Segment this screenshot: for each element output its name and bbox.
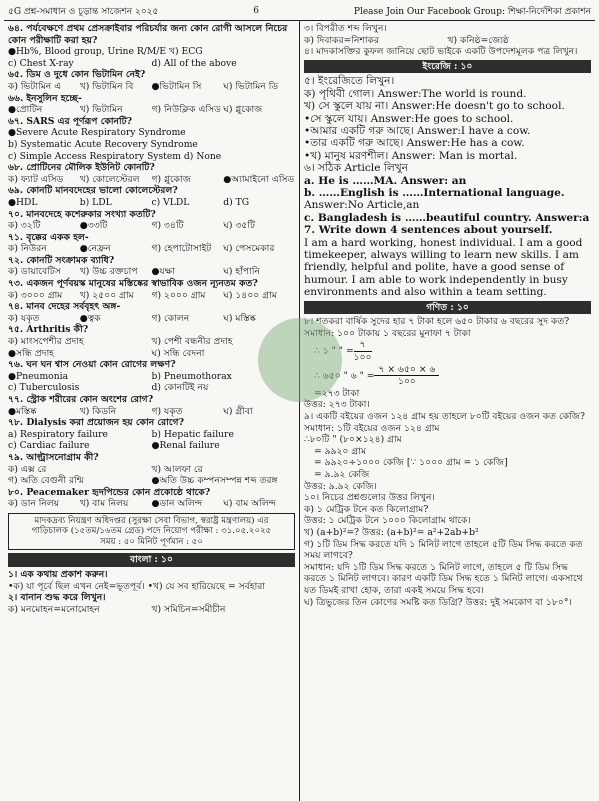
fraction-left: ∴ ৬৫০ " ৬ " = xyxy=(314,370,375,382)
question-text: ৮০. Peacemaker হৃদপিন্ডের কোন প্রকোষ্ঠে থাকে? xyxy=(8,486,211,498)
fraction-numerator: ৭ × ৬৫০ × ৬ xyxy=(374,364,439,377)
option-row xyxy=(8,348,295,360)
fraction-denominator: ১০০ xyxy=(353,352,372,364)
text-line: I am a hard working, honest individual. I am a good timekeeper, always willing to learn new skills. I am friendly, helpful and polite, have a good sense of humour. I am able to work independently in busy environments and also within a team setting. xyxy=(304,236,583,299)
option-b: d) All of the above xyxy=(151,57,237,69)
option-b: খ) ভিটামিন xyxy=(79,104,123,116)
option-a: ক) ফ্যাট এসিড xyxy=(8,173,64,185)
option-a: ●মস্তিষ্ক xyxy=(8,405,37,417)
text-line: খ) সে স্কুলে যায় না। Answer:He doesn't go to school. xyxy=(304,100,565,113)
right-column xyxy=(300,21,595,801)
text-line: ৩। বিপরীত শব্দ লিখুন। xyxy=(304,23,387,34)
header-left: ৫G প্রশ্ন-সমাধান ও চূড়ান্ত সাজেশন ২০২৫ xyxy=(8,6,159,17)
exam-info-line: গাড়িচালক (১৫তম/১৬তম গ্রেড) পদে নিয়োগ পরীক্ষা : ৩১.০৫.২০২৫ xyxy=(31,526,272,537)
option-a: ক) ভিটামিন এ xyxy=(8,80,62,92)
option-b: খ) ২৫০০ গ্রাম xyxy=(79,289,134,301)
text-line: ১০। নিচের প্রশ্নগুলোর উত্তর লিখুন। xyxy=(304,492,435,504)
option-b: ঘ) সন্ধি বেদনা xyxy=(151,347,205,359)
option-row xyxy=(8,313,295,325)
bold-line: a. He is ……MA. Answer: an xyxy=(304,174,467,187)
page-header xyxy=(4,4,595,21)
fraction-numerator: ৭ xyxy=(354,339,372,352)
option-b: ●নেফ্রন xyxy=(79,243,111,255)
text-line: ৮। শতকরা বার্ষিক সুদের হার ৭ টাকা হলে ৬৫০ টাকার ৬ বছরের সুদ কত? xyxy=(304,316,570,328)
fraction xyxy=(374,364,439,388)
option-row xyxy=(8,464,295,476)
option-d: ঘ) ভিটামিন ডি xyxy=(223,80,279,92)
option-d: ঘ) হাঁপানি xyxy=(223,266,260,278)
text-line: ৪। মাদকাসক্তির কুফল জানিয়ে ছোট ভাইকে একটি উপদেশমূলক পত্র লিখুন। xyxy=(304,46,578,58)
option-a: ●Pneumonia xyxy=(8,370,69,382)
option-b: ●অতি উচ্চ কম্পনসম্পন্ন শব্দ তরঙ্গ xyxy=(151,475,278,487)
option-b: d) কোনটিই নয় xyxy=(151,382,209,394)
text-line: Answer:No Article,an xyxy=(304,199,420,212)
text-line: b) Systematic Acute Recovery Syndrome xyxy=(8,138,198,150)
left-column xyxy=(4,21,300,801)
question-text: ৬৭. SARS এর পূর্ণরূপ কোনটি? xyxy=(8,115,133,127)
question-text: ৬৯. কোনটি মানবদেহের ভালো কোলেস্টেরল? xyxy=(8,185,178,197)
option-c: ●ভিটামিন সি xyxy=(151,80,202,92)
text-line: ∴৮০টি " (৮০×১২৪) গ্রাম xyxy=(304,434,402,446)
text-line: ক) ১ মেট্রিক টনে কত কিলোগ্রাম? xyxy=(304,503,429,515)
option-c: গ) যকৃত xyxy=(151,405,183,417)
text-line: c) Simple Access Respiratory System d) None xyxy=(8,150,222,162)
fraction-denominator: ১০০ xyxy=(397,376,416,388)
text-line: সমাধান: ১০০ টাকায় ১ বছরের মুনাফা ৭ টাকা xyxy=(304,327,471,339)
option-a: c) Chest X-ray xyxy=(8,57,74,69)
option-c: c) VLDL xyxy=(151,196,190,208)
option-d: ঘ) মস্তিষ্ক xyxy=(223,312,256,324)
text-line: ক) পৃথিবী গোল। Answer:The world is round. xyxy=(304,87,527,100)
math-line: =২৭৩ টাকা xyxy=(314,387,360,399)
option-c: গ) হেপাটোসাইট xyxy=(151,243,212,255)
option-d: ঘ) বাম অলিন্দ xyxy=(223,498,277,510)
option-row xyxy=(8,475,295,487)
option-a: ক) দিবাকর=নিশাকর xyxy=(304,34,380,46)
option-row xyxy=(8,220,295,232)
option-row xyxy=(8,406,295,418)
fraction-line xyxy=(304,364,591,388)
text-line: •খ) মানুষ মরণশীল। Answer: Man is mortal. xyxy=(304,149,518,162)
text-line: ●Severe Acute Respiratory Syndrome xyxy=(8,127,186,139)
exam-info-box xyxy=(8,513,295,551)
text-line: •আমার একটি গরু আছে। Answer:I have a cow. xyxy=(304,125,531,137)
option-c: গ) কোলন xyxy=(151,312,190,324)
option-d: ●অ্যামাইনো এসিড xyxy=(223,173,295,185)
option-row xyxy=(304,35,591,47)
option-row xyxy=(8,440,295,452)
question-text: ৭৯. আল্ট্রাসনোগ্রাম কী? xyxy=(8,451,99,463)
option-a: ক) ৩০০০ গ্রাম xyxy=(8,289,63,301)
bangla-section xyxy=(8,569,295,615)
question-text: ৬৮. প্রোটিনের মৌলিক ইউনিট কোনটি? xyxy=(8,162,155,174)
option-a: c) Tuberculosis xyxy=(8,382,80,394)
option-a: ●HDL xyxy=(8,196,38,208)
text-line: উত্তর: ২৭৩ টাকা। xyxy=(304,399,370,411)
option-a: ●প্রোটিন xyxy=(8,104,43,116)
page-number: 6 xyxy=(253,6,259,16)
text-line: সমাধান: ১টি বইয়ের ওজন ১২৪ গ্রাম xyxy=(304,422,440,434)
question-text: ৬৪. পর্যবেক্ষণে প্রথম প্রেসক্রাইবার পরিচর্যার জন্য কোন রোগী আসলে নিচের কোন পরীক্ষাটি করা হয়? xyxy=(8,23,288,46)
option-c: গ) ২০০০ গ্রাম xyxy=(151,289,206,301)
option-row xyxy=(8,336,295,348)
bangla-section-continued xyxy=(304,23,591,58)
option-b: b) Pneumothorax xyxy=(151,370,232,382)
option-c: গ) ৩৪টি xyxy=(151,220,184,232)
bold-line: b. ……English is ……International language. xyxy=(304,187,565,200)
option-row xyxy=(8,104,295,116)
question-text: ৭৫. Arthritis কী? xyxy=(8,324,89,336)
option-a: ক) ডান নিলয় xyxy=(8,498,60,510)
option-c: গ) গ্লুকোজ xyxy=(151,173,191,185)
text-line: •ক) যা পূর্বে ছিল এখন নেই=ভূতপূর্ব। •খ) যে সব হারিয়েছে = সর্বহারা xyxy=(8,580,266,592)
fraction xyxy=(354,339,372,363)
option-b: খ) ভিটামিন বি xyxy=(79,80,134,92)
option-b: খ) উচ্চ রক্তচাপ xyxy=(79,266,138,278)
math-section xyxy=(304,316,591,608)
question-text: ৭০. মানবদেহে কশেরুকার সংখ্যা কতটি? xyxy=(8,208,156,220)
question-text: ৭২. কোনটি সংক্রামক ব্যাধি? xyxy=(8,254,115,266)
text-line: গ) ১টি ডিম সিদ্ধ করতে যদি ১ মিনিট লাগে তাহলে ৫টি ডিম সিদ্ধ করতে কত সময় লাগবে? xyxy=(304,538,583,562)
option-b: ●ত্বক xyxy=(79,312,101,324)
option-row xyxy=(8,266,295,278)
math-line: = ৯৯২০÷১০০০ কেজি [∵ ১০০০ গ্রাম = ১ কেজি] xyxy=(314,457,508,469)
math-line: = ৯৯২০ গ্রাম xyxy=(314,445,367,457)
english-section xyxy=(304,75,591,298)
bold-line: 7. Write down 4 sentences about yourself. xyxy=(304,224,553,237)
option-b: খ) সমিচিন=সমীচীন xyxy=(151,603,226,615)
watermark-logo xyxy=(258,318,342,402)
option-c: ●ডান অলিন্দ xyxy=(151,498,203,510)
option-a: ●সন্ধি প্রদাহ xyxy=(8,347,55,359)
option-row xyxy=(8,81,295,93)
question-text: ৬৬. ইনসুলিন হচ্ছে- xyxy=(8,92,82,104)
option-d: ঘ) ৩৫টি xyxy=(223,220,255,232)
option-b: b) LDL xyxy=(79,196,112,208)
option-a: ক) ডায়াবেটিস xyxy=(8,266,61,278)
question-text: ২। বানান শুদ্ধ করে লিখুন। xyxy=(8,592,106,604)
option-a: ক) যকৃত xyxy=(8,312,40,324)
option-a: a) Respiratory failure xyxy=(8,428,108,440)
text-line: সমাধান: যদি ১টি ডিম সিদ্ধ করতে ১ মিনিট লাগে, তাহলে ৫ টি ডিম সিদ্ধ করতে ১ মিনিট লাগবে। কারণ একটি ডিম সিদ্ধ হতে ১ মিনিট লাগে। একসাথে যত ডিমই রাখা হোক, তারা একই সময়ে সিদ্ধ হবে। xyxy=(304,561,583,596)
question-text: ৭৮. Dialysis করা প্রয়োজন হয় কোন রোগে? xyxy=(8,417,184,429)
option-b: খ) পেশী বন্ধনীর প্রদাহ xyxy=(151,336,233,348)
section-heading-bangla: বাংলা : ১০ xyxy=(8,553,295,567)
option-row xyxy=(8,371,295,383)
option-d: d) TG xyxy=(223,196,250,208)
text-line: ৫। ইংরেজিতে লিখুন। xyxy=(304,75,395,88)
option-row xyxy=(8,498,295,510)
text-line: •তার একটি গরু আছে। Answer:He has a cow. xyxy=(304,137,525,150)
header-right: Please Join Our Facebook Group: শিক্ষা-নির্দেশিকা প্রকাশন xyxy=(353,6,591,17)
option-b: খ) কনিষ্ঠ=জ্যেষ্ঠ xyxy=(447,34,509,46)
option-a: গ) অতি বেগুনী রশ্মি xyxy=(8,475,84,487)
option-c: গ) নিউক্লিক এসিড xyxy=(151,104,221,116)
option-d: ঘ) গ্রীবা xyxy=(223,405,253,417)
fraction-left: ∴ ১ " " = xyxy=(314,346,354,358)
section-heading-english: ইংরেজি : ১০ xyxy=(304,60,591,74)
question-text: ৬৫. ডিম ও দুধে কোন ভিটামিন নেই? xyxy=(8,69,146,81)
question-text: ৭৪. মানব দেহের সর্ববৃহৎ অঙ্গ- xyxy=(8,301,121,313)
option-row xyxy=(8,174,295,186)
bold-line: c. Bangladesh is ……beautiful country. Answer:a xyxy=(304,211,590,224)
question-text: ৭৬. ঘন ঘন শ্বাস নেওয়া কোন রোগের লক্ষণ? xyxy=(8,359,176,371)
text-line: খ) (a+b)²=? উত্তর: (a+b)²= a²+2ab+b² xyxy=(304,526,479,538)
question-text: ৭১. বৃক্কের একক হল- xyxy=(8,231,89,243)
option-row xyxy=(8,197,295,209)
option-d: ঘ) পেসমেকার xyxy=(223,243,275,255)
option-d: ঘ) ১৪০০ গ্রাম xyxy=(223,289,277,301)
option-b: খ) কিডনি xyxy=(79,405,117,417)
text-line: ঘ) ত্রিভুজের তিন কোণের সমষ্টি কত ডিগ্রি? উত্তর: দুই সমকোণ বা ১৮০°। xyxy=(304,596,572,608)
text-line: উত্তর: ১ মেট্রিক টনে ১০০০ কিলোগ্রাম থাকে। xyxy=(304,515,471,527)
text-line: ●Hb%, Blood group, Urine R/M/E খ) ECG xyxy=(8,46,203,58)
option-a: c) Cardiac failure xyxy=(8,440,90,452)
option-a: ক) মাংসপেশীর প্রদাহ xyxy=(8,336,84,348)
option-row xyxy=(8,243,295,255)
question-list-left xyxy=(8,23,295,510)
option-b: b) Hepatic failure xyxy=(151,428,234,440)
option-b: খ) কোলেস্টেরল xyxy=(79,173,140,185)
option-row xyxy=(8,290,295,302)
text-line: ৬। সঠিক Article লিখুন xyxy=(304,162,409,175)
option-a: ক) নিউরন xyxy=(8,243,47,255)
option-d: ঘ) গ্লুকোজ xyxy=(223,104,263,116)
option-b: খ) আলফা রে xyxy=(151,463,203,475)
fraction-line xyxy=(304,339,591,363)
question-text: ৭৭. স্ট্রোক শরীরের কোন অংশের রোগ? xyxy=(8,394,154,405)
option-a: ক) এক্স রে xyxy=(8,463,47,475)
exam-info-line: মাদকদ্রব্য নিয়ন্ত্রণ অধিদপ্তর (সুরক্ষা সেবা বিভাগ, স্বরাষ্ট্র মন্ত্রণালয়) এর xyxy=(34,515,269,526)
question-text: ১। এক কথায় প্রকাশ করুন। xyxy=(8,569,108,581)
option-row xyxy=(8,429,295,441)
option-row xyxy=(8,382,295,394)
exam-info-line: সময় : ৫০ মিনিট পূর্ণমান : ৫০ xyxy=(100,536,203,547)
option-b: ●Renal failure xyxy=(151,440,220,452)
text-line: •সে স্কুলে যায়। Answer:He goes to school. xyxy=(304,112,514,125)
question-text: ৭৩. একজন পূর্ণবয়স্ক মানুষের মস্তিষ্কের স্বাভাবিক ওজন ন্যূনতম কত? xyxy=(8,278,258,290)
math-line: = ৯.৯২ কেজি xyxy=(314,469,370,480)
option-a: ক) মনমোহন=মনোমোহন xyxy=(8,603,100,615)
option-c: ●যক্ষা xyxy=(151,266,175,278)
option-row xyxy=(8,58,295,70)
section-heading-math: গণিত : ১০ xyxy=(304,301,591,315)
text-line: ৯। একটি বইয়ের ওজন ১২৪ গ্রাম হয় তাহলে ৮০টি বইয়ের ওজন কত কেজি? xyxy=(304,411,585,423)
option-row xyxy=(8,604,295,616)
option-a: ক) ৩২টি xyxy=(8,220,41,232)
text-line: উত্তর: ৯.৯২ কেজি। xyxy=(304,480,377,492)
option-b: খ) বাম নিলয় xyxy=(79,498,129,510)
option-b: ●৩৩টি xyxy=(79,220,108,232)
